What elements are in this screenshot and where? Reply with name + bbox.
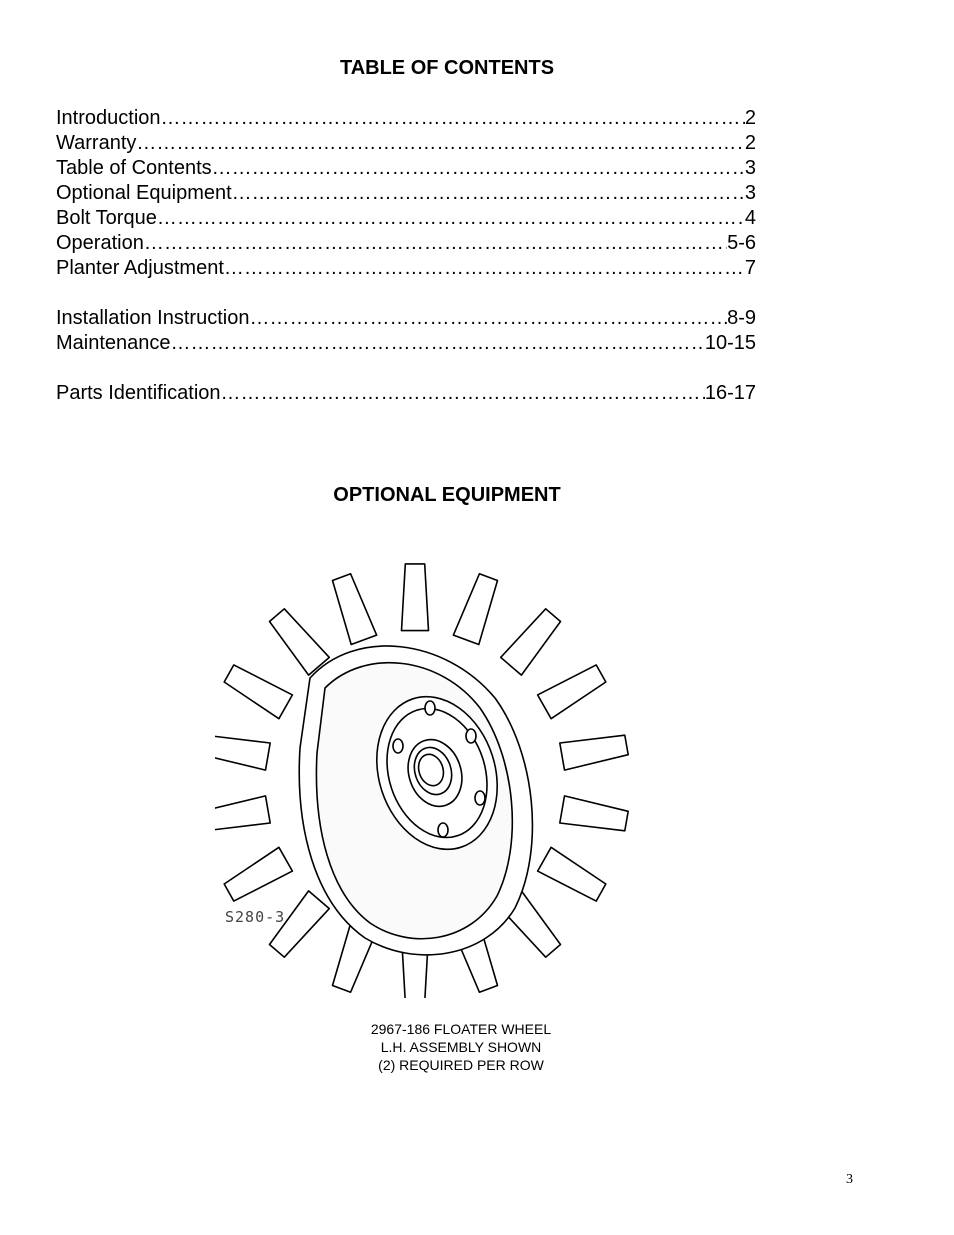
toc-entry-label: Warranty bbox=[56, 132, 137, 154]
toc-entry bbox=[56, 332, 756, 357]
page-number: 3 bbox=[846, 1172, 853, 1187]
toc-entry bbox=[56, 107, 756, 132]
toc-entry bbox=[56, 157, 756, 182]
wheel-tooth bbox=[538, 665, 606, 719]
toc-entry bbox=[56, 307, 756, 332]
wheel-tooth bbox=[333, 574, 377, 645]
toc-entry-page: 16-17 bbox=[704, 382, 756, 404]
toc-entry-label: Parts Identification bbox=[56, 382, 221, 404]
wheel-tooth bbox=[453, 574, 497, 645]
toc-entry-page: 3 bbox=[744, 157, 756, 179]
figure-label: S280-3 bbox=[225, 908, 286, 926]
toc-entry-page: 4 bbox=[744, 207, 756, 229]
caption-line: L.H. ASSEMBLY SHOWN bbox=[380, 1039, 542, 1055]
optional-equipment-title: OPTIONAL EQUIPMENT bbox=[333, 484, 561, 506]
toc-entry-label: Maintenance bbox=[56, 332, 171, 354]
caption-line: (2) REQUIRED PER ROW bbox=[378, 1057, 544, 1073]
toc-title: TABLE OF CONTENTS bbox=[339, 57, 555, 79]
toc-entry-page: 8-9 bbox=[727, 307, 756, 329]
toc-entry-label: Bolt Torque bbox=[56, 207, 157, 229]
toc-entry-label: Installation Instruction bbox=[56, 307, 250, 329]
wheel-tooth bbox=[402, 564, 429, 631]
toc-entry-label: Planter Adjustment bbox=[56, 257, 224, 279]
floater-wheel-drawing bbox=[215, 528, 655, 998]
wheel-tooth bbox=[215, 735, 270, 770]
toc-entry bbox=[56, 182, 756, 207]
toc-entry bbox=[56, 257, 756, 282]
toc-entry-page: 3 bbox=[744, 182, 756, 204]
toc-entry-page: 2 bbox=[744, 132, 756, 154]
toc-entry-label: Operation bbox=[56, 232, 144, 254]
toc-entry bbox=[56, 232, 756, 257]
wheel-tooth bbox=[501, 609, 561, 675]
wheel-tooth bbox=[560, 735, 628, 770]
toc-entry bbox=[56, 132, 756, 157]
wheel-tooth bbox=[224, 847, 292, 901]
toc-entry-label: Table of Contents bbox=[56, 157, 212, 179]
toc-entry-label: Optional Equipment bbox=[56, 182, 232, 204]
toc-entry bbox=[56, 382, 756, 407]
toc-entry-page: 10-15 bbox=[704, 332, 756, 354]
wheel-tooth bbox=[538, 847, 606, 901]
wheel-tooth bbox=[560, 796, 628, 831]
toc-entry-page: 5-6 bbox=[727, 232, 756, 254]
caption-line: 2967-186 FLOATER WHEEL bbox=[370, 1021, 552, 1037]
toc-entry-page: 2 bbox=[744, 107, 756, 129]
toc-entry bbox=[56, 207, 756, 232]
wheel-tooth bbox=[270, 609, 330, 675]
wheel-tooth bbox=[215, 796, 270, 831]
toc-entry-label: Introduction bbox=[56, 107, 161, 129]
wheel-tooth bbox=[224, 665, 292, 719]
toc-entry-page: 7 bbox=[744, 257, 756, 279]
